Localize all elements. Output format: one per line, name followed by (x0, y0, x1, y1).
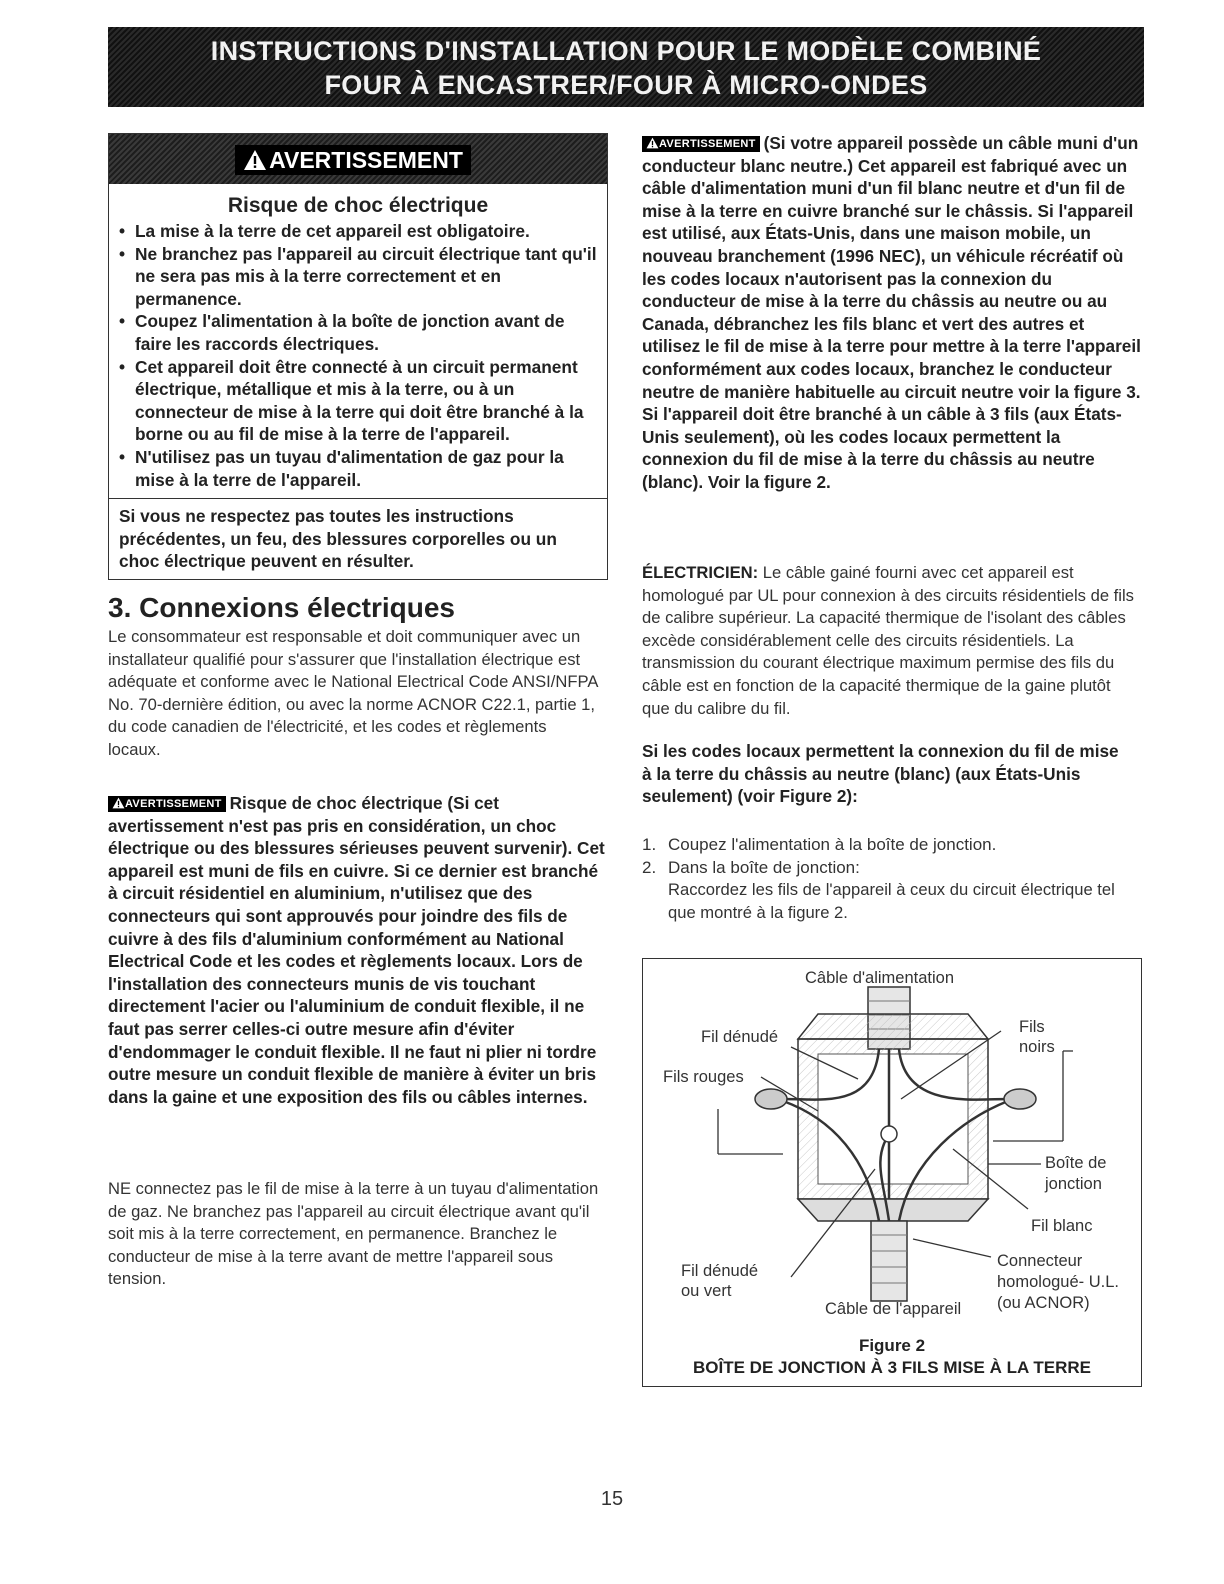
warning-tag (642, 136, 760, 152)
electrician-text: Le câble gainé fourni avec cet appareil est homologué par UL pour connexion à des circuits résidentiels de fils de calibre supérieur. La capacité thermique de l'isolant des câbles excède considérablement celle des circuits résidentiels. La transmission du courant électrique maximum permise des fils du câble est en fonction de la capacité thermique de la gaine plutôt que du calibre du fil. (642, 563, 1134, 718)
figure-caption-title: BOÎTE DE JONCTION À 3 FILS MISE À LA TERRE (693, 1358, 1091, 1377)
label-connector-3: (ou ACNOR) (997, 1294, 1090, 1312)
gas-note: NE connectez pas le fil de mise à la terre à un tuyau d'alimentation de gaz. Ne branchez pas l'appareil au circuit électrique avant qu'il soit mis à la terre correctement, en permanence. Branchez le conducteur de mise à la terre avant de mettre l'appareil sous tension. (108, 1179, 599, 1289)
figure-2 (642, 958, 1142, 1387)
label-white-wire: Fil blanc (1031, 1217, 1093, 1235)
risk-title: Risque de choc électrique (227, 194, 489, 217)
appliance-cable-conduit (871, 1221, 907, 1301)
warning-triangle-icon (243, 149, 267, 171)
warning-item: • Cet appareil doit être connecté à un circuit permanent électrique, métallique et mis à la terre, ou à un connecteur de mise à la terre qui doit être branché à la borne ou au fil de mise à la terre de l'appareil. (119, 356, 599, 446)
label-power-cable: Câble d'alimentation (805, 969, 954, 987)
label-black-wires-1: Fils (1019, 1018, 1045, 1036)
label-connector-1: Connecteur (997, 1252, 1083, 1270)
label-bare-green-1: Fil dénudé (681, 1262, 759, 1280)
warning-list (109, 220, 607, 491)
warning-tag-text: AVERTISSEMENT (125, 798, 222, 810)
page-number: 15 (600, 1488, 624, 1510)
page-banner (108, 27, 1144, 107)
step-item (642, 834, 1142, 857)
aluminium-warning (108, 792, 608, 1108)
warning-triangle-icon (112, 797, 125, 809)
label-connector-2: homologué- U.L. (997, 1273, 1119, 1291)
warning-label (235, 145, 471, 175)
label-appliance-cable: Câble de l'appareil (825, 1300, 962, 1318)
step-text: Dans la boîte de jonction: (668, 857, 860, 877)
neutral-warning (642, 132, 1142, 494)
label-bare-wire: Fil dénudé (701, 1028, 779, 1046)
section-intro: Le consommateur est responsable et doit communiquer avec un installateur qualifié pour s'assurer que l'installation électrique est adéquate et conforme avec le National Electrical Code ANSI/NFPA No. 70-dernière édition, ou avec la norme ACNOR C22.1, partie 1, du code canadien de l'électricité, et les codes et règlements locaux. (108, 627, 598, 759)
warning-tag (108, 796, 226, 812)
label-junction-box-2: jonction (1045, 1175, 1102, 1193)
codes-heading: Si les codes locaux permettent la connexion du fil de mise à la terre du châssis au neutre (blanc) (aux États-Unis seulement) (voir Figure 2): (642, 741, 1119, 807)
step-2-detail: Raccordez les fils de l'appareil à ceux du circuit électrique tel que montré à la figure 2. (668, 880, 1115, 922)
warning-label-text: AVERTISSEMENT (269, 147, 463, 173)
banner-line-1: INSTRUCTIONS D'INSTALLATION POUR LE MODÈLE COMBINÉ (210, 36, 1042, 66)
step-number: 2. (642, 857, 657, 877)
shock-warning-box (108, 133, 608, 580)
step-number: 1. (642, 835, 657, 854)
warning-triangle-icon (646, 137, 659, 149)
banner-line-2: FOUR À ENCASTRER/FOUR À MICRO-ONDES (324, 70, 928, 100)
label-junction-box-1: Boîte de (1045, 1154, 1107, 1172)
warning-item: • La mise à la terre de cet appareil est obligatoire. (119, 220, 599, 243)
figure-caption-number: Figure 2 (858, 1336, 926, 1355)
electrician-label: ÉLECTRICIEN: (642, 563, 759, 582)
step-text: Coupez l'alimentation à la boîte de jonction. (668, 835, 997, 854)
electrician-note (642, 562, 1142, 720)
step-list (642, 834, 1142, 924)
warning-footer: Si vous ne respectez pas toutes les instructions précédentes, un feu, des blessures corporelles ou un choc électrique peuvent en résulter. (119, 506, 557, 572)
label-red-wires: Fils rouges (663, 1068, 744, 1086)
neutral-warning-text: (Si votre appareil possède un câble muni d'un conducteur blanc neutre.) Cet appareil est fabriqué avec un câble d'alimentation muni d'un fil blanc neutre et d'un fil de mise à la terre en cuivre branché sur le châssis. Si l'appareil est utilisé, aux États-Unis, dans une maison mobile, un nouveau branchement (1996 NEC), un véhicule récréatif où les codes locaux n'autorisent pas la connexion du conducteur de mise à la terre du châssis au neutre ou au Canada, débranchez les fils blanc et vert des autres et utilisez le fil de mise à la terre pour mettre à la terre l'appareil conformément aux codes locaux, branchez le conducteur neutre de manière habituelle au circuit neutre voir la figure 3. Si l'appareil doit être branché à un câble à 3 fils (aux États-Unis seulement), où les codes locaux permettent la connexion du fil de mise à la terre du châssis au neutre (blanc). Voir la figure 2. (642, 133, 1141, 492)
warning-item: • N'utilisez pas un tuyau d'alimentation de gaz pour la mise à la terre de l'appareil. (119, 446, 599, 491)
warning-header (109, 134, 607, 184)
junction-box (798, 1014, 988, 1221)
section-title: 3. Connexions électriques (108, 592, 455, 623)
warning-tag-text: AVERTISSEMENT (659, 138, 756, 150)
label-black-wires-2: noirs (1019, 1038, 1055, 1056)
warning-item: • Coupez l'alimentation à la boîte de jonction avant de faire les raccords électriques. (119, 310, 599, 355)
label-bare-green-2: ou vert (681, 1282, 732, 1300)
warning-item: • Ne branchez pas l'appareil au circuit électrique tant qu'il ne sera pas mis à la terre correctement et en permanence. (119, 243, 599, 311)
aluminium-warning-text: Risque de choc électrique (Si cet avertissement n'est pas pris en considération, un choc électrique ou des blessures sérieuses peuvent survenir). Cet appareil est muni de fils en cuivre. Si ce dernier est branché à circuit résidentiel en aluminium, n'utilisez que des connecteurs qui sont approuvés pour joindre des fils de cuivre à des fils d'aluminium conformément au National Electrical Code et les codes et règlements locaux. Lors de l'installation des connecteurs munis de vis touchant directement l'acier ou l'aluminium de conduit flexible, il ne faut pas serrer celles-ci outre mesure afin d'éviter d'endommager le conduit flexible. Il ne faut ni plier ni tordre outre mesure un conduit flexible de manière à éviter un bris dans la gaine et une exposition des fils ou câbles internes. (108, 793, 605, 1107)
step-item (642, 857, 1142, 880)
